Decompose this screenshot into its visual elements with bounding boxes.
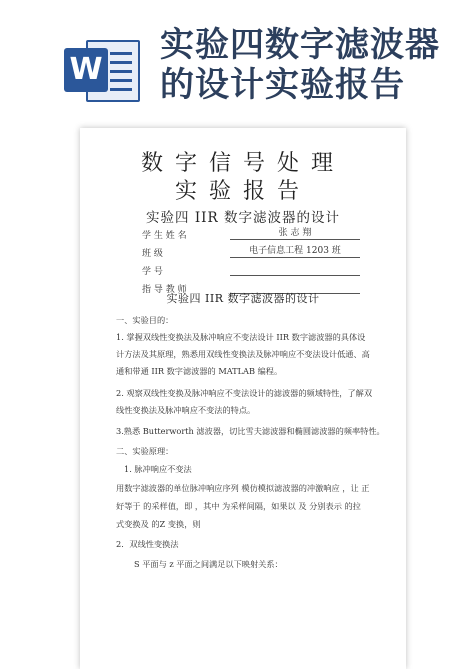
advisor-label: 指 导 教 师 [142,285,187,295]
text-line: 3.熟悉 Butterworth 滤波器，切比雪夫滤波器和椭圆滤波器的频率特性。 [116,426,385,436]
text-line: 二、实验原理： [116,446,174,456]
text-line: 线性变换法及脉冲响应不变法的特点。 [116,405,256,415]
text-line: 计方法及其原理，熟悉用双线性变换法及脉冲响应不变法设计低通、高 [116,349,370,359]
banner-title-line-2: 的设计实验报告 [160,65,405,105]
banner [0,0,474,140]
text-line: 2．双线性变换法 [116,539,179,549]
class-label: 班 级 [142,249,163,259]
text-line: 2. 观察双线性变换及脉冲响应不变法设计的滤波器的频域特性，了解双 [116,388,373,398]
text-line: 用数字滤波器的单位脉冲响应序列 模仿模拟滤波器的冲激响应 ，让 正 [116,483,370,493]
student-name-label: 学 生 姓 名 [142,231,187,241]
word-letter-tile: W [64,48,108,92]
document-heading-line-2: 实验报告 [174,179,311,204]
section-title: 实验四 IIR 数字滤波器的设计 [166,292,320,305]
text-line: 1. 掌握双线性变换法及脉冲响应不变法设计 IIR 数字滤波器的具体设 [116,332,366,342]
document-subtitle: 实验四 IIR 数字滤波器的设计 [146,210,340,226]
text-line: 通和带通 IIR 数字滤波器的 MATLAB 编程。 [116,366,283,376]
banner-title-line-1: 实验四数字滤波器 [160,25,440,65]
text-line: S 平面与 z 平面之间满足以下映射关系： [134,559,283,569]
text-line: 式变换及 的Z 变换，则 [116,519,201,529]
text-line: 好等于 的采样值，即 ，其中 为采样间隔，如果以 及 分别表示 的拉 [116,501,361,511]
text-line: 一、实验目的： [116,315,174,325]
class-value: 电子信息工程 1203 班 [230,245,360,258]
student-name-value: 张 志 翔 [230,227,360,240]
word-document-icon [62,36,140,102]
document-page [80,128,406,669]
student-id-value [230,263,360,276]
text-line: 1. 脉冲响应不变法 [124,464,192,474]
document-heading-line-1: 数字信号处理 [140,151,345,176]
student-id-label: 学 号 [142,267,163,277]
